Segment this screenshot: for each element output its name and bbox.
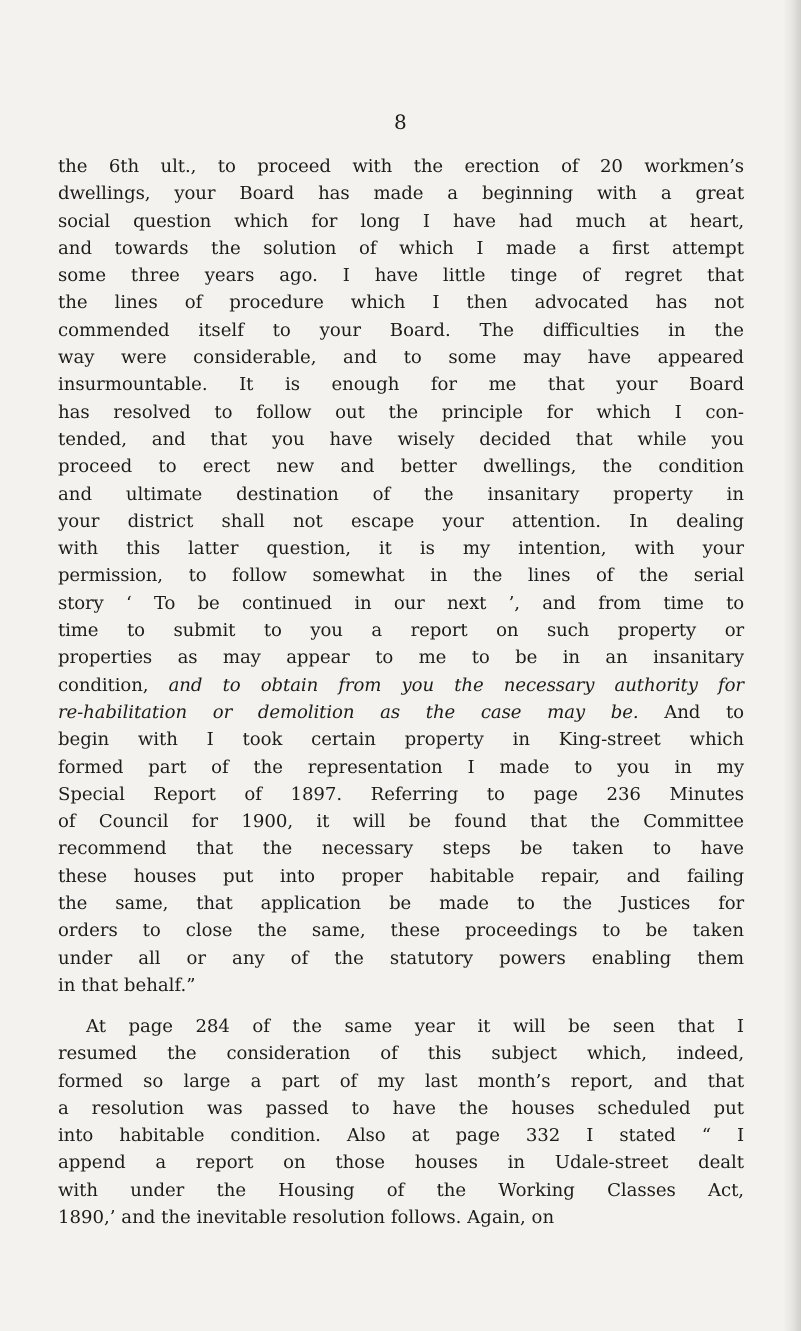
text-line	[58, 481, 744, 508]
text-line	[58, 1013, 744, 1040]
text-segment: the same, that application be made to the Justices for	[58, 893, 744, 915]
page-edge-shadow	[783, 0, 801, 1331]
text-segment: has resolved to follow out the principle for which I con-	[58, 401, 744, 423]
text-line	[58, 1095, 744, 1122]
text-segment: resumed the consideration of this subject which, indeed,	[58, 1043, 744, 1065]
text-line	[58, 399, 744, 426]
page-number: 8	[394, 110, 407, 134]
text-segment: tended, and that you have wisely decided that while you	[58, 428, 744, 450]
text-segment: some three years ago. I have little tinge of regret that	[58, 265, 744, 287]
text-line	[58, 781, 744, 808]
text-line	[58, 289, 744, 316]
text-segment: recommend that the necessary steps be taken to have	[58, 838, 744, 860]
text-segment: append a report on those houses in Udale-street dealt	[58, 1152, 744, 1174]
text-line	[58, 426, 744, 453]
text-line	[58, 726, 744, 753]
text-line	[58, 562, 744, 589]
text-line	[58, 754, 744, 781]
italic-text: and to obtain from you the necessary authority for	[168, 674, 744, 696]
text-line	[58, 672, 744, 699]
text-segment: dwellings, your Board has made a beginning with a great	[58, 183, 744, 205]
text-line	[58, 1177, 744, 1204]
text-line	[58, 1204, 744, 1231]
text-segment: story ‘ To be continued in our next ’, and from time to	[58, 592, 744, 614]
text-segment: in that behalf.”	[58, 974, 196, 996]
text-segment: time to submit to you a report on such property or	[58, 620, 744, 642]
text-line	[58, 644, 744, 671]
text-segment: into habitable condition. Also at page 332 I stated “ I	[58, 1125, 744, 1147]
text-segment: a resolution was passed to have the houses scheduled put	[58, 1097, 744, 1119]
text-segment: with this latter question, it is my intention, with your	[58, 538, 744, 560]
text-segment: 1890,’ and the inevitable resolution follows. Again, on	[58, 1207, 555, 1229]
text-line	[58, 235, 744, 262]
text-segment: At page 284 of the same year it will be seen that I	[86, 1016, 744, 1037]
text-line	[58, 535, 744, 562]
text-segment: formed part of the representation I made to you in my	[58, 756, 744, 778]
text-segment: condition,	[58, 674, 169, 696]
text-line	[58, 153, 744, 180]
italic-text: re-habilitation or demolition as the case may be.	[58, 701, 639, 723]
text-segment: social question which for long I have had much at heart,	[58, 210, 744, 232]
text-line	[58, 180, 744, 207]
text-line	[58, 371, 744, 398]
text-line	[58, 1122, 744, 1149]
text-segment: begin with I took certain property in King-street which	[58, 729, 744, 751]
text-line	[58, 863, 744, 890]
paragraph-1	[58, 153, 744, 999]
text-segment: orders to close the same, these proceedings to be taken	[58, 920, 744, 942]
text-segment: commended itself to your Board. The difficulties in the	[58, 319, 744, 341]
text-segment: your district shall not escape your attention. In dealing	[58, 510, 744, 532]
text-segment: of Council for 1900, it will be found that the Committee	[58, 811, 744, 833]
text-line	[58, 590, 744, 617]
text-segment: And to	[638, 701, 744, 723]
text-line	[58, 890, 744, 917]
text-segment: insurmountable. It is enough for me that your Board	[58, 374, 744, 396]
text-line	[58, 1068, 744, 1095]
text-segment: formed so large a part of my last month’s report, and that	[58, 1070, 744, 1092]
text-segment: permission, to follow somewhat in the lines of the serial	[58, 565, 744, 587]
text-line	[58, 262, 744, 289]
text-segment: and ultimate destination of the insanitary property in	[58, 483, 744, 505]
text-line	[58, 945, 744, 972]
text-segment: proceed to erect new and better dwellings, the condition	[58, 456, 744, 478]
text-line	[58, 508, 744, 535]
text-segment: properties as may appear to me to be in an insanitary	[58, 647, 744, 669]
text-line	[58, 917, 744, 944]
text-line	[58, 808, 744, 835]
text-line	[58, 617, 744, 644]
text-segment: with under the Housing of the Working Classes Act,	[58, 1179, 744, 1201]
text-line	[58, 972, 744, 999]
text-segment: these houses put into proper habitable repair, and failing	[58, 865, 744, 887]
text-line	[58, 208, 744, 235]
text-line	[58, 453, 744, 480]
text-line	[58, 699, 744, 726]
text-line	[58, 835, 744, 862]
text-line	[58, 1149, 744, 1176]
paragraph-2	[58, 1013, 744, 1231]
text-segment: the lines of procedure which I then advocated has not	[58, 292, 744, 314]
text-line	[58, 317, 744, 344]
text-segment: way were considerable, and to some may have appeared	[58, 347, 744, 369]
text-line	[58, 344, 744, 371]
text-segment: Special Report of 1897. Referring to page 236 Minutes	[58, 783, 744, 805]
text-segment: under all or any of the statutory powers enabling them	[58, 947, 744, 969]
text-segment: the 6th ult., to proceed with the erection of 20 workmen’s	[58, 156, 744, 177]
text-line	[58, 1040, 744, 1067]
text-segment: and towards the solution of which I made a first attempt	[58, 237, 744, 259]
